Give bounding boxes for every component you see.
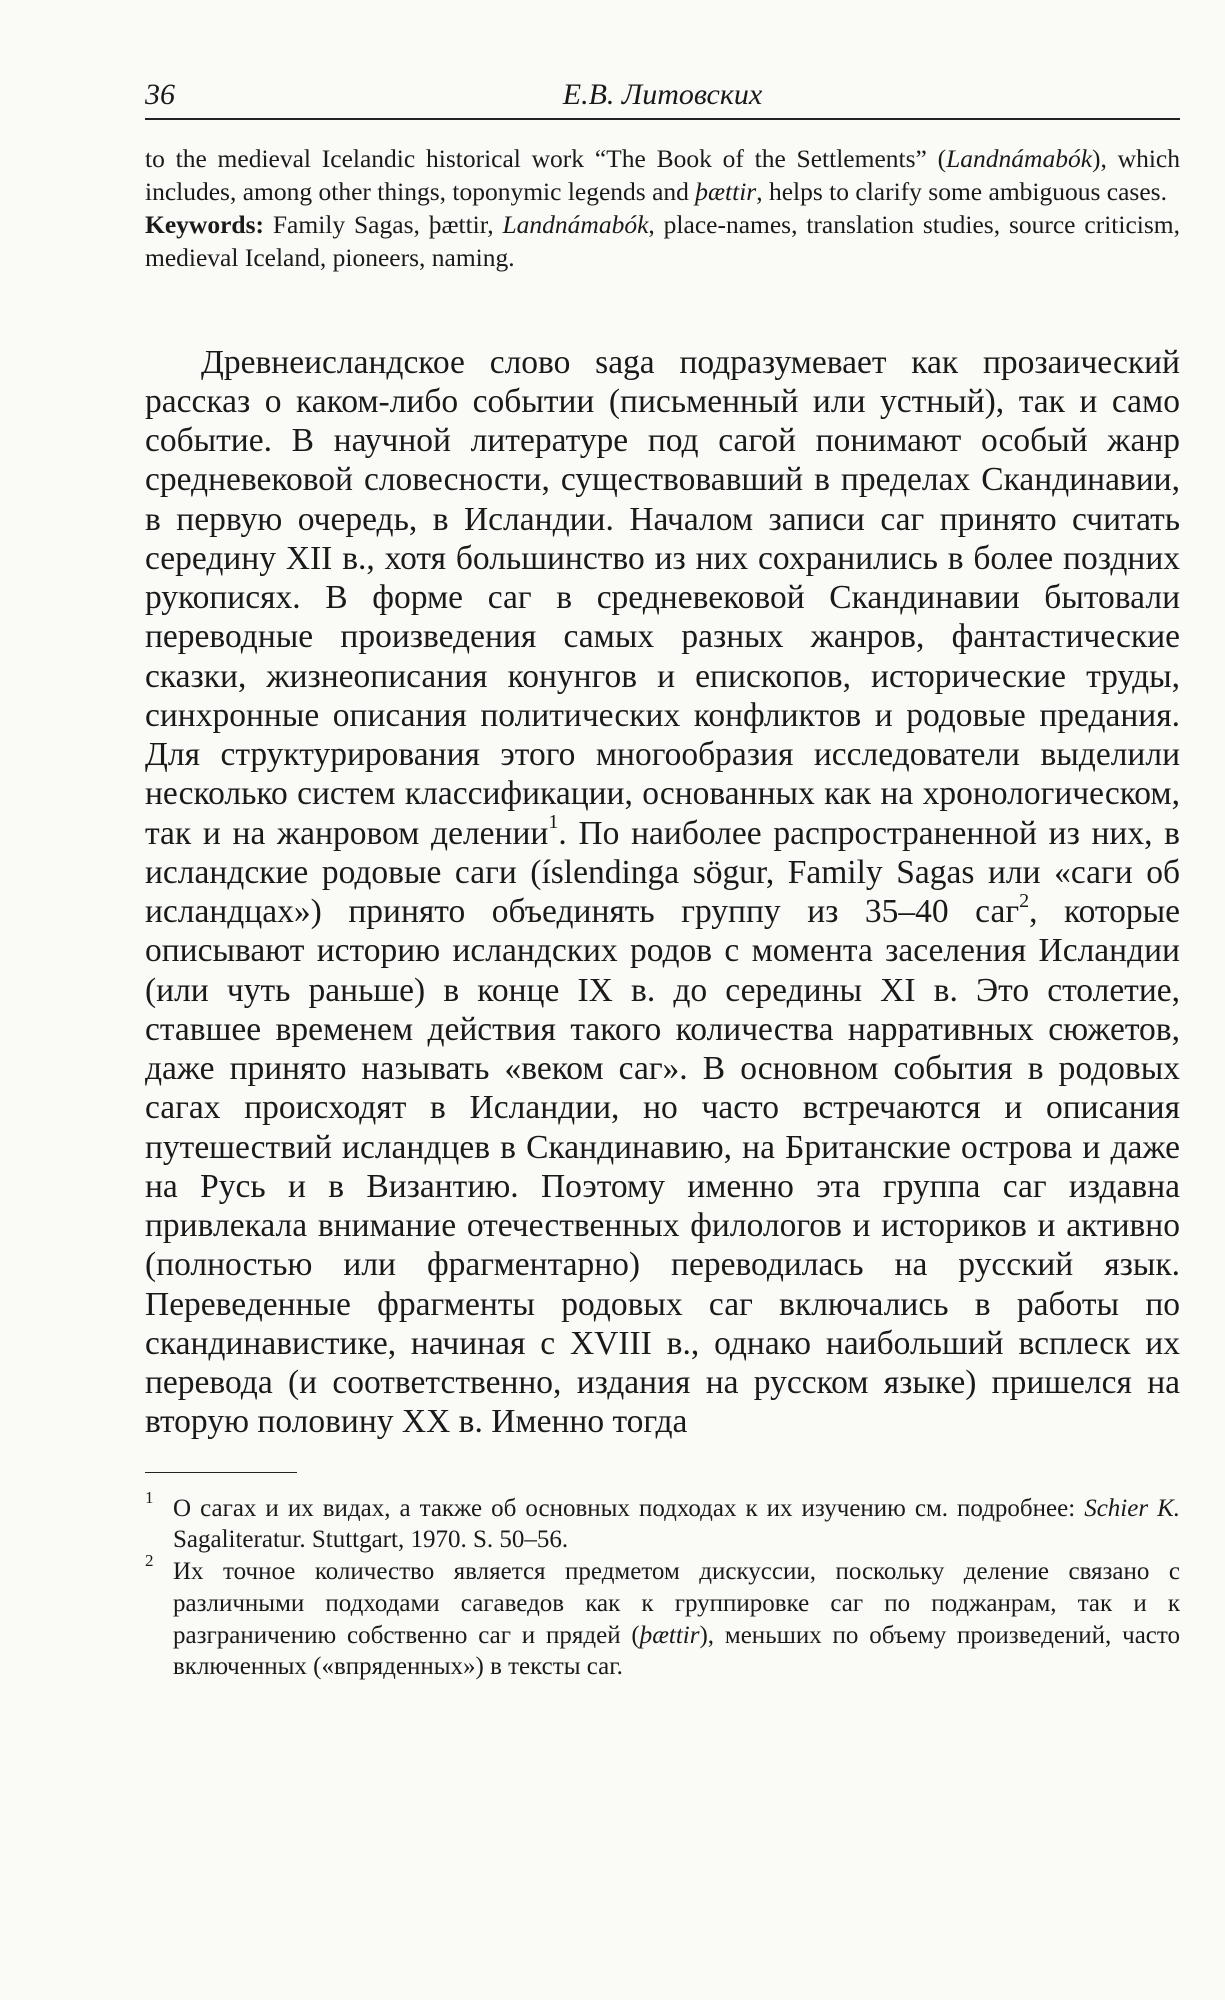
footnote-text: О сагах и их видах, а также об основных подходах к их изучению см. подробнее: (173, 1494, 1085, 1522)
footnote-ref-1[interactable]: 1 (548, 811, 559, 834)
page (145, 70, 1180, 1683)
keywords (145, 208, 1180, 274)
footnote-ref-2[interactable]: 2 (1019, 889, 1030, 912)
page-header (145, 70, 1180, 120)
page-number: 36 (145, 78, 175, 111)
footnote-1 (145, 1487, 1180, 1557)
keywords-text-2: , place-names, translation studies, source criticism, medieval Iceland, pioneers, naming. (145, 210, 1180, 273)
thaettir-term: þættir (695, 177, 757, 207)
running-head: Е.В. Литовских (562, 78, 763, 111)
main-paragraph (145, 343, 1180, 1442)
keywords-text-1: Family Sagas, þættir, (263, 210, 503, 240)
keywords-landnamabok: Landnámabók (502, 210, 649, 240)
footnote-text: Sagaliteratur. Stuttgart, 1970. S. 50–56. (173, 1526, 569, 1554)
footnote-mark: 1 (145, 1487, 154, 1507)
footnote-2 (145, 1551, 1180, 1683)
abstract-text-3: , helps to clarify some ambiguous cases. (756, 177, 1167, 207)
main-text (145, 343, 1180, 1442)
main-text-part-2: . По наиболее распространенной из них, в исландские родовые саги (íslendinga sögur, Family Sagas или «саги об исландцах») принято объединять группу из 35–40 саг (145, 814, 1180, 931)
footnote-text: Их точное количество является предметом дискуссии, поскольку деление связано с различными подходами сагаведов как к группировке саг по поджанрам, так и к разграничению собственно саг и прядей ( (173, 1558, 1180, 1649)
footnote-divider (145, 1472, 297, 1473)
abstract-text-2: ), which includes, among other things, toponymic legends and (145, 144, 1180, 207)
footnote-author: Schier K. (1084, 1494, 1180, 1522)
footnote-term: þættir (639, 1621, 700, 1649)
footnotes (145, 1487, 1180, 1684)
main-text-part-1: Древнеисландское слово saga подразумевает как прозаический рассказ о каком-либо событии (письменный или устный), так и само событие. В научной литературе под сагой понимают особый жанр средневековой словесности, существовавший в пределах Скандинавии, в первую очередь, в Исландии. Началом записи саг принято считать середину XII в., хотя большинство из них сохранились в более поздних рукописях. В форме саг в средневековой Скандинавии бытовали переводные произведения самых разных жанров, фантастические сказки, жизнеописания конунгов и епископов, исторические труды, синхронные описания политических конфликтов и родовые предания. Для структурирования этого многообразия исследователи выделили несколько систем классификации, основанных как на хронологическом, так и на жанровом делении (145, 343, 1180, 852)
abstract (145, 142, 1180, 275)
abstract-continuation (145, 142, 1180, 208)
footnote-mark: 2 (145, 1551, 154, 1571)
keywords-label: Keywords: (145, 210, 264, 240)
main-text-part-3: , которые описывают историю исландских родов с момента заселения Исландии (или чуть раньше) в конце IX в. до середины XI в. Это столетие, ставшее временем действия такого количества нарративных сюжетов, даже принято называть «веком саг». В основном события в родовых сагах происходят в Исландии, но часто встречаются и описания путешествий исландцев в Скандинавию, на Британские острова и даже на Русь и в Византию. Поэтому именно эта группа саг издавна привлекала внимание отечественных филологов и историков и активно (полностью или фрагментарно) переводилась на русский язык. Переведенные фрагменты родовых саг включались в работы по скандинавистике, начиная с XVIII в., однако наибольший всплеск их перевода (и соответственно, издания на русском языке) пришелся на вторую половину XX в. Именно тогда (145, 893, 1180, 1441)
footnote-text: ), меньших по объему произведений, часто включенных («впряденных») в тексты саг. (173, 1621, 1180, 1681)
abstract-text-1: to the medieval Icelandic historical work “The Book of the Settlements” ( (145, 144, 947, 173)
landnamabok-title: Landnámabók (946, 144, 1093, 173)
